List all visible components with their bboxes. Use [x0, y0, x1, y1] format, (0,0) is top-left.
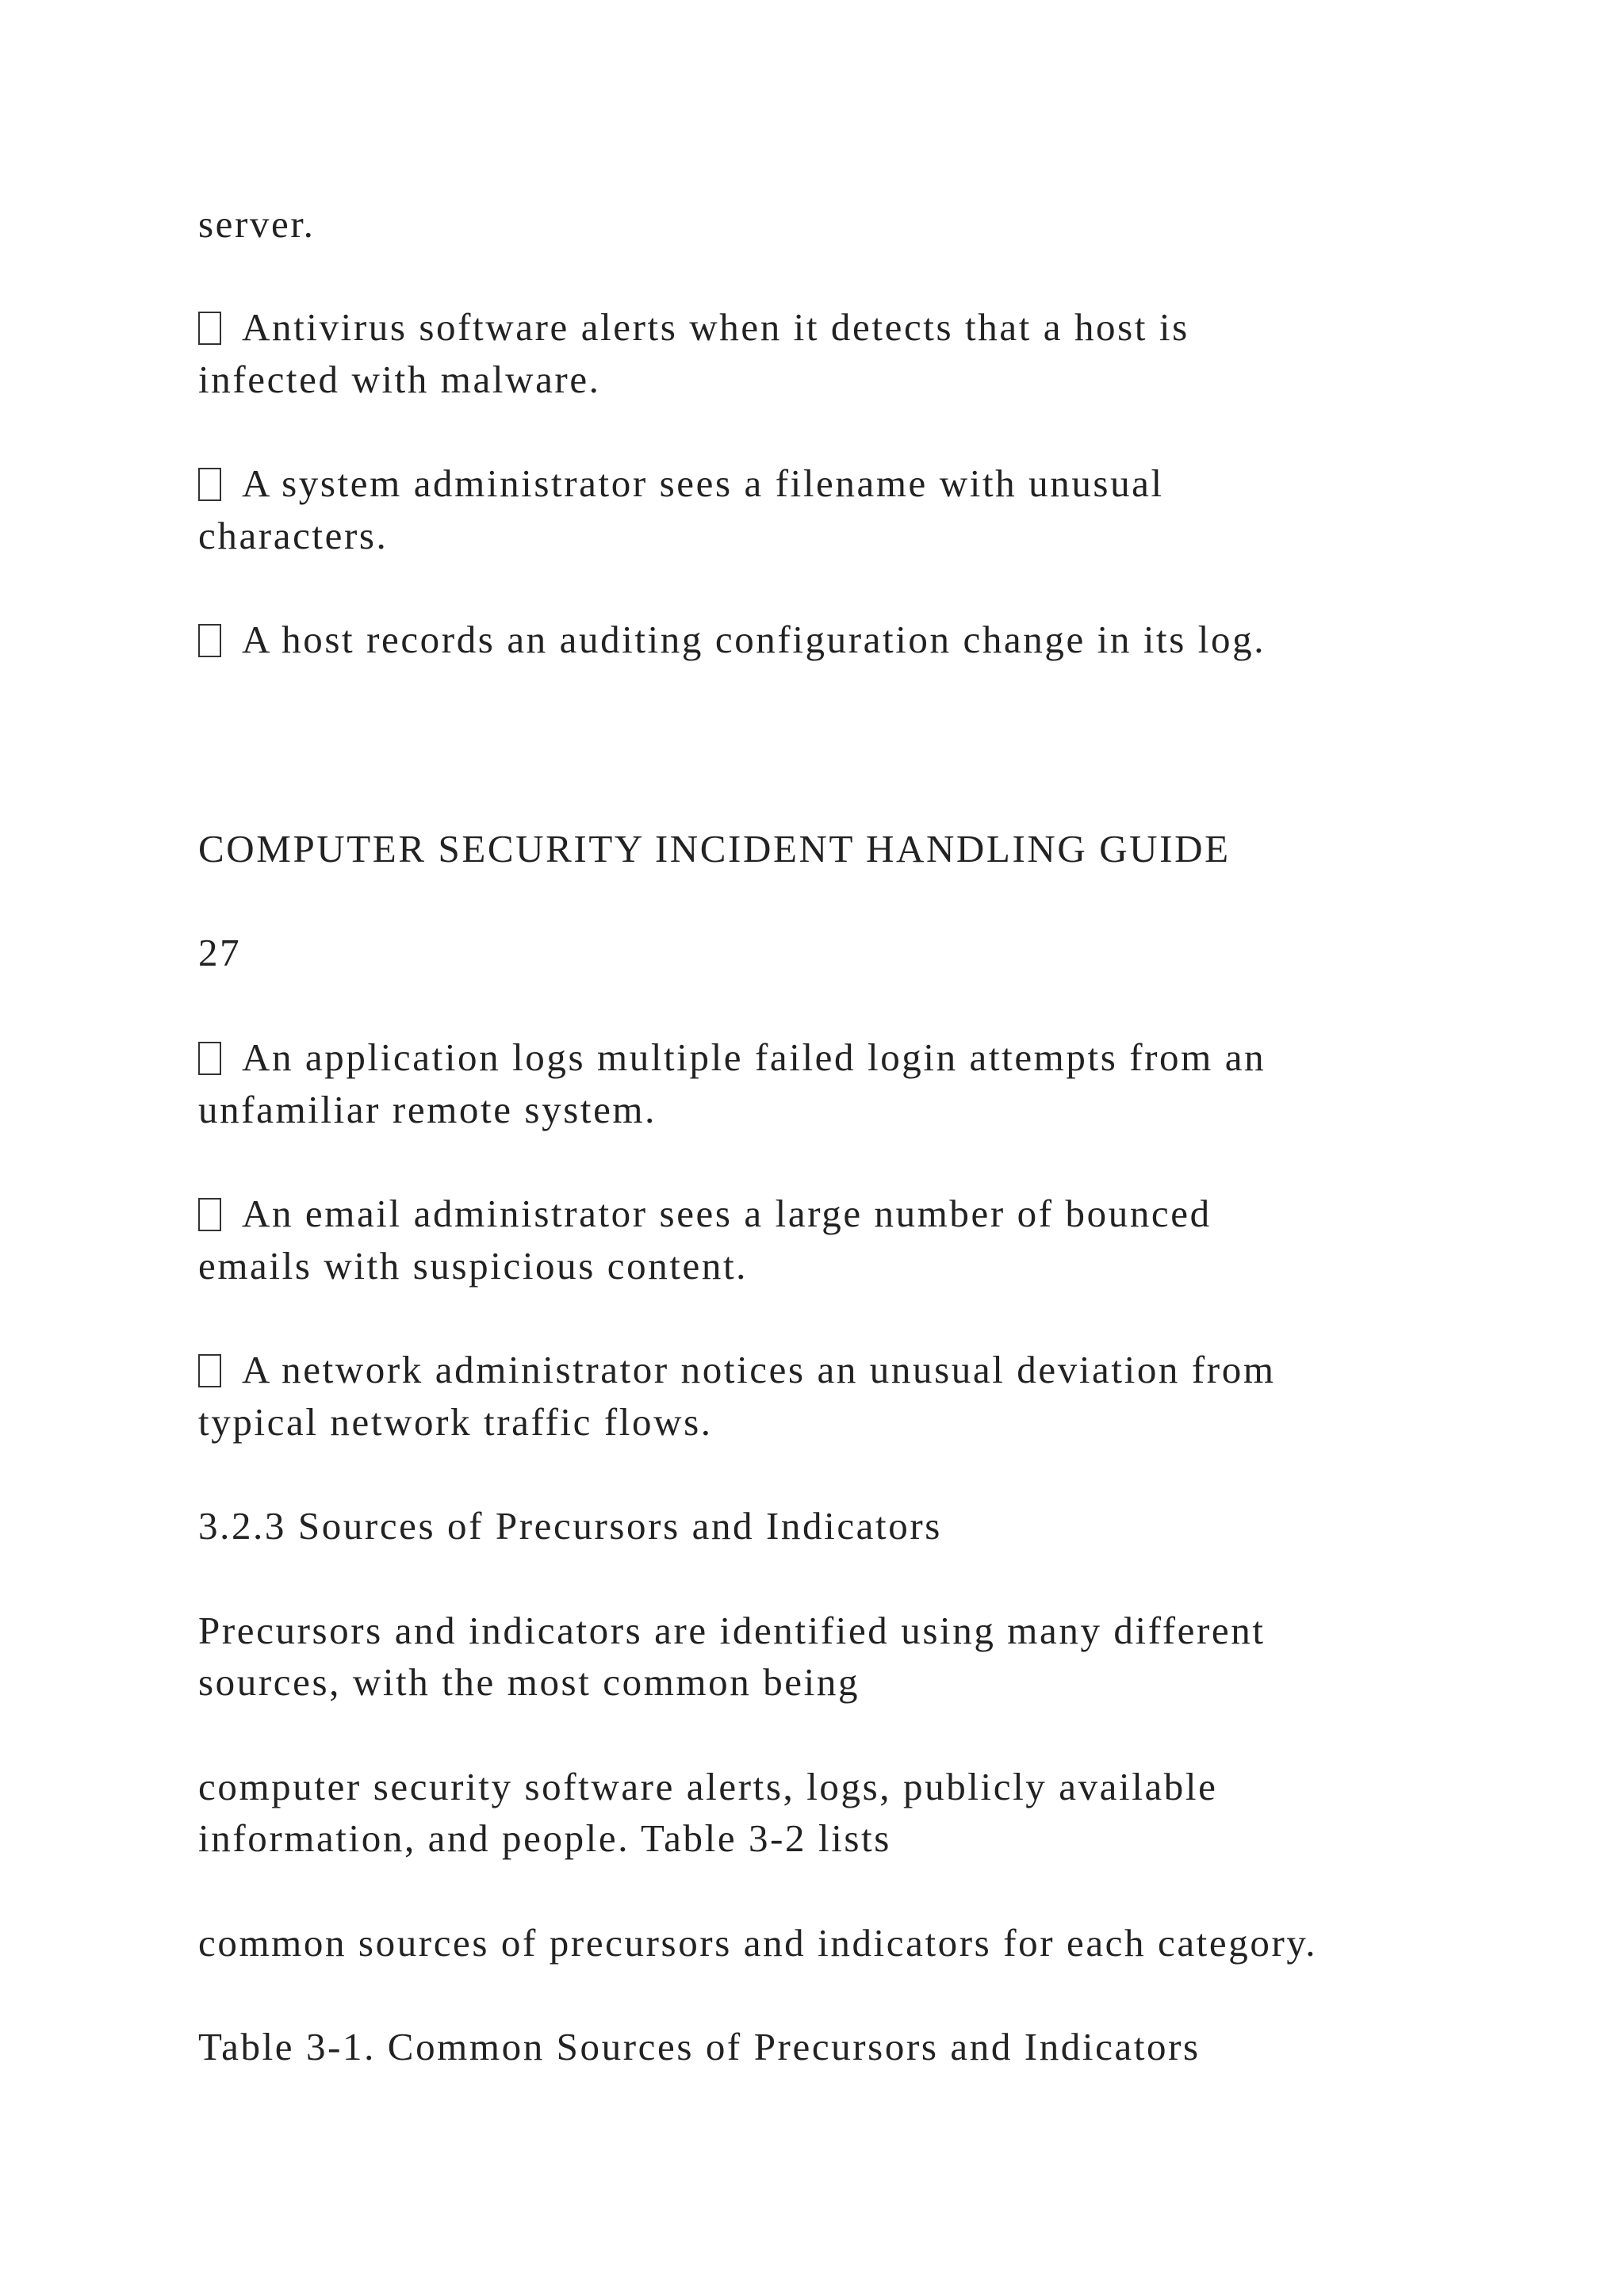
missing-glyph-box-icon: [198, 312, 221, 345]
body-text-line: sources, with the most common being: [198, 1660, 860, 1704]
bullet-text: A network administrator notices an unusual deviation from: [242, 1348, 1276, 1391]
bullet-text: An email administrator sees a large number of bounced: [242, 1192, 1212, 1235]
table-caption: Table 3-1. Common Sources of Precursors and Indicators: [198, 2025, 1201, 2068]
missing-glyph-box-icon: [198, 1042, 221, 1075]
missing-glyph-box-icon: [198, 1354, 221, 1387]
bullet-item: [198, 620, 1266, 659]
bullet-item: [198, 1035, 1266, 1079]
body-text-line: characters.: [198, 514, 389, 557]
bullet-text: Antivirus software alerts when it detects that a host is: [242, 305, 1189, 349]
missing-glyph-box-icon: [198, 468, 221, 501]
body-text-line: typical network traffic flows.: [198, 1400, 713, 1444]
body-text-line: computer security software alerts, logs, publicly available: [198, 1765, 1218, 1808]
bullet-item: [198, 1194, 1212, 1233]
body-text-line: infected with malware.: [198, 358, 601, 401]
body-text-line: server.: [198, 202, 316, 246]
body-text-line: Precursors and indicators are identified using many different: [198, 1609, 1266, 1652]
body-text-line: information, and people. Table 3-2 lists: [198, 1816, 891, 1860]
running-header: COMPUTER SECURITY INCIDENT HANDLING GUIDE: [198, 827, 1231, 871]
page-number: 27: [198, 931, 242, 974]
bullet-text: A system administrator sees a filename with unusual: [242, 461, 1164, 505]
bullet-item: [198, 1350, 1276, 1389]
missing-glyph-box-icon: [198, 624, 221, 657]
bullet-item: [198, 305, 1189, 349]
bullet-item: [198, 461, 1164, 505]
body-text-line: unfamiliar remote system.: [198, 1088, 657, 1131]
body-text-line: emails with suspicious content.: [198, 1244, 749, 1288]
bullet-text: An application logs multiple failed login attempts from an: [242, 1035, 1266, 1079]
section-heading: 3.2.3 Sources of Precursors and Indicators: [198, 1504, 942, 1548]
body-text-line: common sources of precursors and indicators for each category.: [198, 1921, 1318, 1965]
missing-glyph-box-icon: [198, 1198, 221, 1231]
bullet-text: A host records an auditing configuration change in its log.: [242, 618, 1266, 661]
